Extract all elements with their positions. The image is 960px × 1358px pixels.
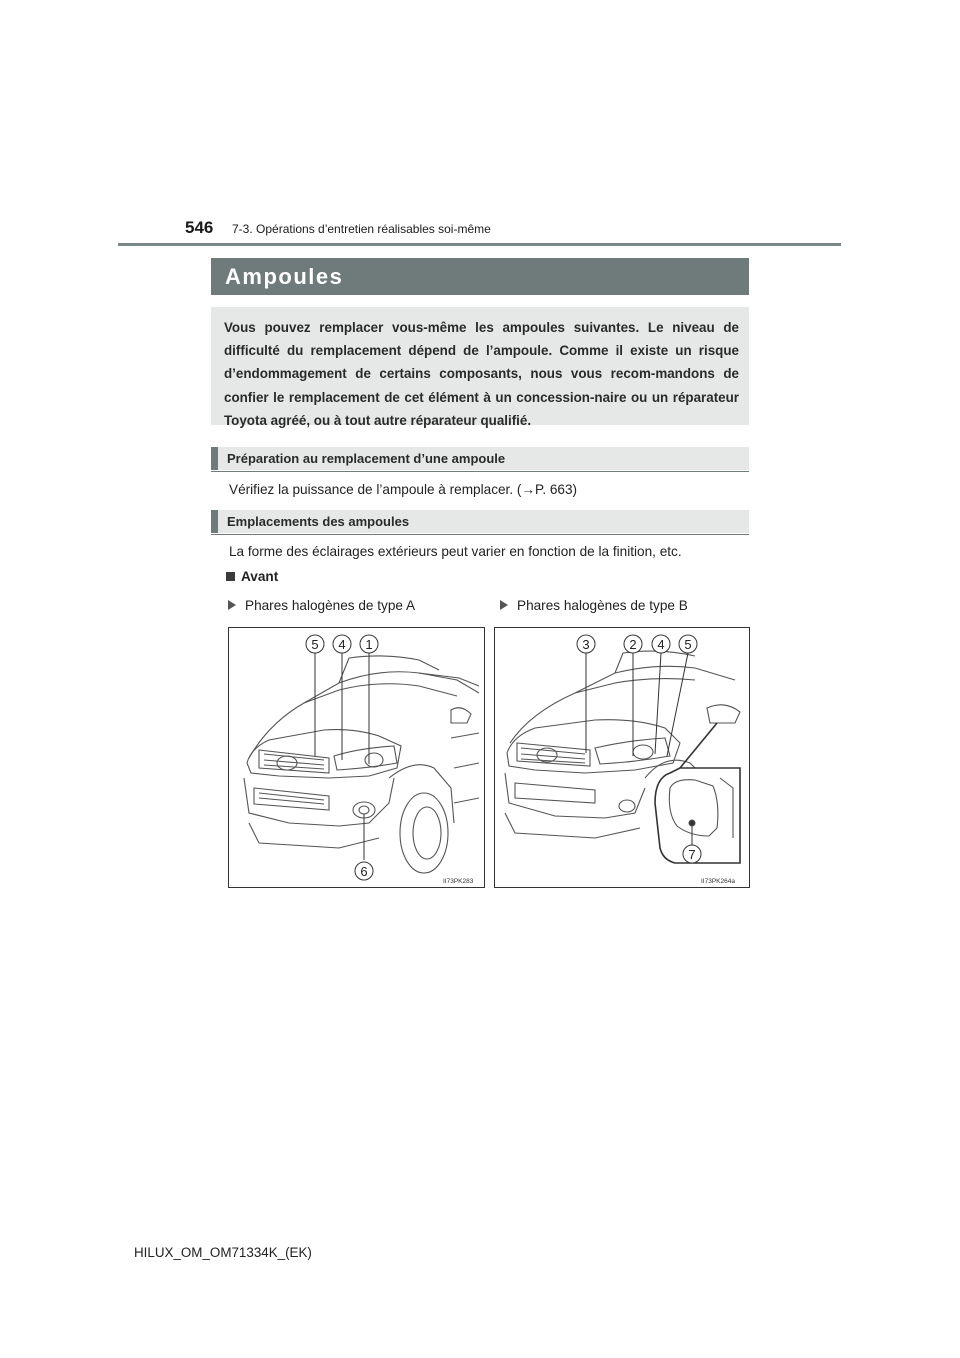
figure-headlight-type-a — [228, 627, 485, 888]
figure-code: II73PK283 — [443, 878, 474, 885]
figure-code: II73PK264a — [701, 878, 735, 885]
figure-caption-b — [500, 598, 688, 613]
intro-box — [211, 307, 749, 428]
subsection-label: Avant — [241, 569, 279, 584]
subsection-heading — [226, 569, 278, 584]
section-heading-locations — [211, 510, 749, 533]
triangle-bullet-icon — [500, 600, 508, 610]
figure-caption-a — [228, 598, 415, 613]
locations-text: La forme des éclairages extérieurs peut varier en fonction de la finition, etc. — [229, 544, 682, 559]
header-divider — [118, 243, 841, 246]
intro-text: Vous pouvez remplacer vous-même les ampoules suivantes. Le niveau de difficulté du remplacement dépend de l’ampoule. Comme il existe un risque d’endommagement de certains composants, nous vous recom-mandons de confier le remplacement de cet élément à un concession-naire ou un réparateur Toyota agréé, ou à tout autre réparateur qualifié. — [224, 320, 739, 428]
page-number: 546 — [185, 218, 214, 237]
callout-1: 1 — [365, 637, 373, 652]
section-heading-label: Préparation au remplacement d’une ampoule — [227, 451, 506, 466]
document-footer: HILUX_OM_OM71334K_(EK) — [134, 1245, 312, 1260]
square-bullet-icon — [226, 572, 235, 581]
callout-4: 4 — [657, 637, 665, 652]
callout-2: 2 — [629, 637, 637, 652]
figure-headlight-type-b — [494, 627, 750, 888]
callout-4: 4 — [338, 637, 346, 652]
callout-3: 3 — [582, 637, 590, 652]
callout-6: 6 — [360, 864, 368, 879]
section-reference: 7-3. Opérations d’entretien réalisables soi-même — [232, 222, 491, 236]
page-title: Ampoules — [211, 258, 749, 295]
triangle-bullet-icon — [228, 600, 236, 610]
section-heading-preparation — [211, 447, 749, 470]
truck-front-illustration-b — [495, 628, 749, 887]
caption-label: Phares halogènes de type A — [245, 598, 416, 613]
section-heading-label: Emplacements des ampoules — [227, 514, 410, 529]
preparation-text: Vérifiez la puissance de l’ampoule à remplacer. (→P. 663) — [229, 482, 578, 497]
callout-5: 5 — [311, 637, 319, 652]
caption-label: Phares halogènes de type B — [517, 598, 688, 613]
truck-front-illustration-a — [229, 628, 484, 887]
callout-7: 7 — [688, 847, 696, 862]
callout-5: 5 — [684, 637, 692, 652]
